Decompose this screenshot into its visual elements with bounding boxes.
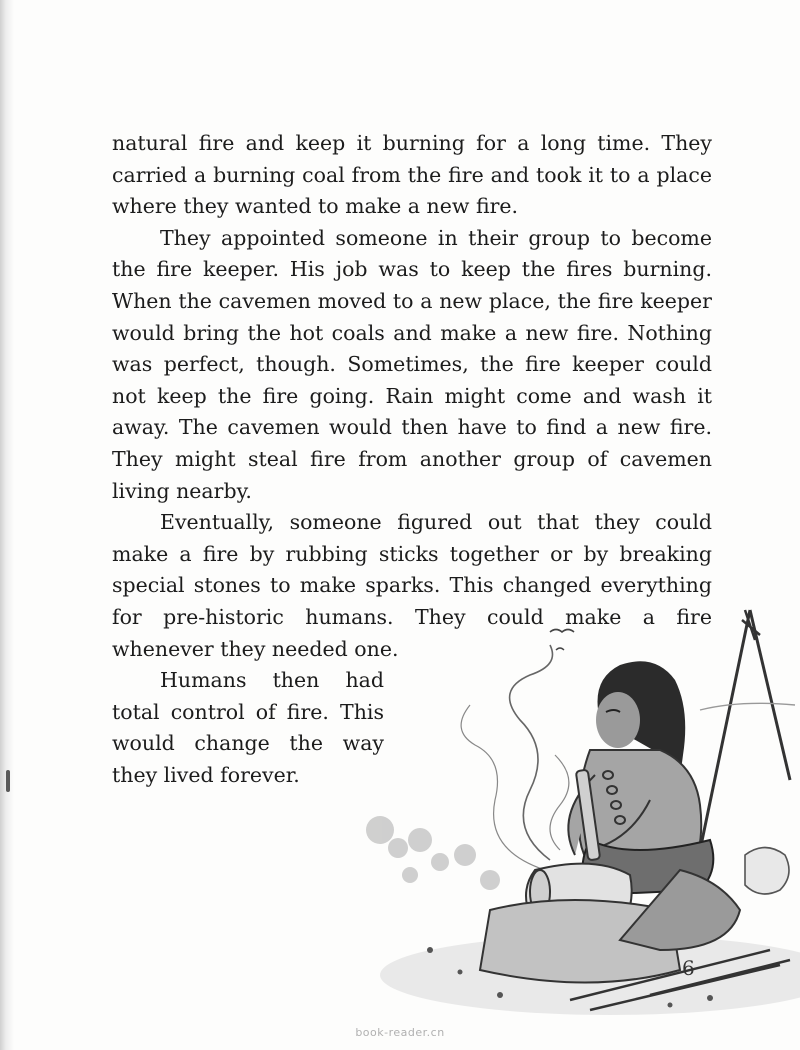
caveman-making-fire-illustration [350, 600, 800, 1020]
paragraph-4: Humans then had total control of fire. This would change the way they lived forever. [112, 668, 384, 787]
page-number: 6 [682, 956, 695, 980]
watermark-text: book-reader.cn [355, 1026, 445, 1039]
scan-mark [6, 770, 10, 792]
paragraph-1: natural fire and keep it burning for a long time. They carried a burning coal from the fire and took it to a place where they wanted to make a new fire. [112, 131, 712, 219]
paragraph-2: They appointed someone in their group to become the fire keeper. His job was to keep the fires burning. When the cavemen moved to a new place, the fire keeper would bring the hot coals and make a new fire. Nothing was perfect, though. Sometimes, the fire keeper could not keep the fire going. Rain might come and wash it away. The cavemen would then have to find a new fire. They might steal fire from another group of cavemen living nearby. [112, 225, 712, 503]
paragraph-3: Eventually, someone figured out that they could make a fire by rubbing sticks together or by breaking special stones to make sparks. This changed everything for pre-historic humans. They could make a fire whenever they needed one. [112, 510, 712, 661]
scan-edge-shading [0, 0, 14, 1050]
